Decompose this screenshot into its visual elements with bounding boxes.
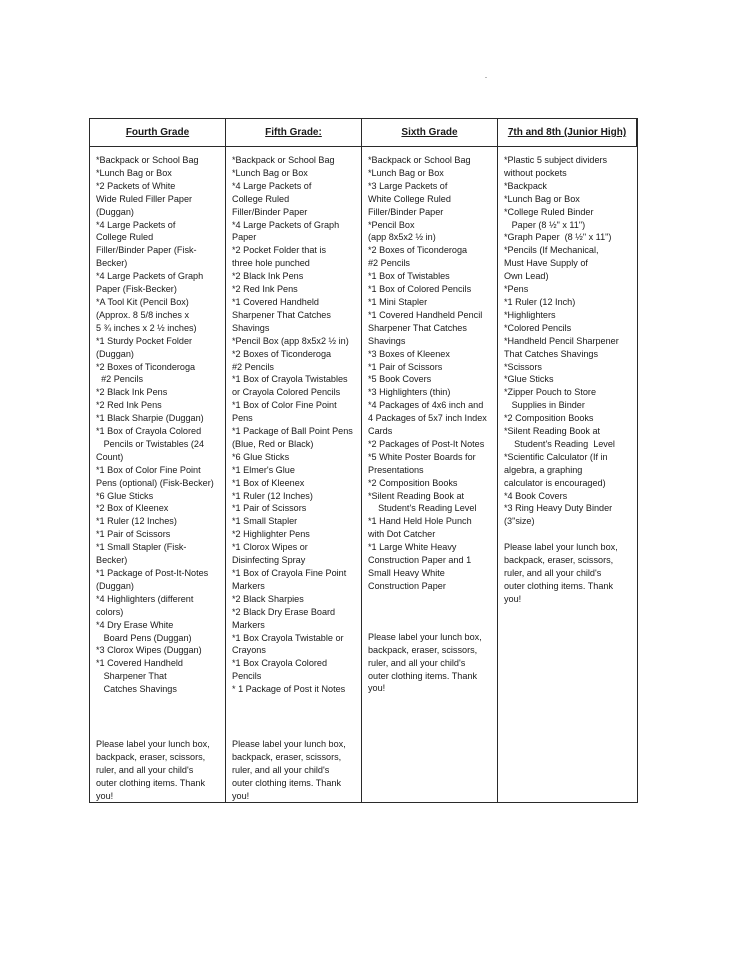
supply-item: *1 Small Stapler	[232, 516, 298, 527]
supply-item: *Pens	[504, 284, 529, 295]
header-fifth-grade: Fifth Grade:	[226, 119, 362, 147]
supply-item: *2 Packages of Post-It Notes	[368, 438, 485, 449]
supply-item: *1 Large White Heavy Construction Paper and 1 Small Heavy White Construction Paper	[368, 542, 472, 591]
supply-item: *1 Black Sharpie (Duggan)	[96, 413, 204, 424]
supply-item: *Lunch Bag or Box	[232, 167, 308, 178]
supply-item: *6 Glue Sticks	[232, 451, 290, 462]
supply-item: *4 Packages of 4x6 inch and 4 Packages of 5x7 inch Index Cards	[368, 400, 487, 437]
supply-item: *1 Ruler (12 Inches)	[96, 516, 177, 527]
supply-item: *1 Pair of Scissors	[368, 361, 443, 372]
supply-item: *1 Box of Color Fine Point Pens (optional) (Fisk-Becker)	[96, 464, 214, 488]
supply-item: *2 Pocket Folder that is three hole punched	[232, 245, 327, 269]
supply-item: *2 Black Ink Pens	[232, 271, 304, 282]
supply-item: *1 Box of Kleenex	[232, 477, 305, 488]
supply-item: *1 Box of Crayola Colored Pencils or Twistables (24 Count)	[96, 426, 205, 462]
supply-item: * 1 Package of Post it Notes	[232, 684, 346, 695]
header-sixth-grade: Sixth Grade	[362, 119, 498, 147]
supply-item: *Colored Pencils	[504, 322, 572, 333]
supply-item: *2 Highlighter Pens	[232, 529, 310, 540]
supply-item: *4 Large Packets of Graph Paper (Fisk-Becker)	[96, 271, 204, 295]
supply-item: *4 Large Packets of College Ruled Filler/Binder Paper	[232, 180, 312, 217]
supply-item: *1 Package of Post-It-Notes (Duggan)	[96, 568, 209, 591]
supply-item: *2 Composition Books	[504, 413, 594, 424]
supply-item: *6 Glue Sticks	[96, 490, 154, 501]
supply-item: *Backpack or School Bag	[96, 155, 199, 165]
supply-item: *1 Box Crayola Twistable or Crayons	[232, 632, 344, 656]
supply-item: *Plastic 5 subject dividers without pockets	[504, 155, 608, 178]
supply-item: *1 Box of Color Fine Point Pens	[232, 400, 337, 424]
supply-item: *Pencil Box (app 8x5x2 ½ in)	[368, 219, 436, 243]
supply-item: *1 Hand Held Hole Punch with Dot Catcher	[368, 516, 472, 540]
supply-item: *1 Box of Colored Pencils	[368, 284, 472, 295]
supply-item: *1 Covered Handheld Pencil Sharpener That Catches Shavings	[368, 309, 483, 346]
supply-item: *2 Red Ink Pens	[232, 284, 298, 295]
supply-item: *College Ruled Binder Paper (8 ½" x 11")	[504, 206, 594, 230]
supply-item: *2 Composition Books	[368, 477, 458, 488]
supply-item: *2 Boxes of Ticonderoga #2 Pencils	[368, 245, 468, 269]
column-spacer	[96, 696, 221, 738]
supply-item: *3 Ring Heavy Duty Binder (3"size)	[504, 503, 613, 527]
supply-item: *Backpack or School Bag	[368, 155, 471, 165]
header-fourth-grade: Fourth Grade	[90, 119, 226, 147]
supply-item: *Highlighters	[504, 309, 556, 320]
supply-item: *1 Ruler (12 Inch)	[504, 296, 576, 307]
supply-item: *3 Clorox Wipes (Duggan)	[96, 645, 202, 656]
supply-item: *Pencil Box (app 8x5x2 ½ in)	[232, 335, 349, 346]
supply-item: *4 Dry Erase White Board Pens (Duggan)	[96, 619, 192, 643]
supply-item: *1 Box Crayola Colored Pencils	[232, 658, 328, 682]
supply-item: *1 Pair of Scissors	[232, 503, 307, 514]
column-spacer	[504, 528, 633, 541]
supply-item: *1 Clorox Wipes or Disinfecting Spray	[232, 542, 308, 566]
supply-item: *4 Large Packets of Graph Paper	[232, 219, 340, 243]
supply-item: *2 Black Sharpies	[232, 593, 304, 604]
supply-item: *Graph Paper (8 ½" x 11")	[504, 232, 612, 243]
school-supply-table	[89, 118, 638, 803]
supply-item: *Lunch Bag or Box	[96, 167, 172, 178]
supply-item: *Glue Sticks	[504, 374, 554, 385]
supply-item: *2 Box of Kleenex	[96, 503, 169, 514]
supply-item: *2 Black Dry Erase Board Markers	[232, 606, 336, 630]
supply-item: *Backpack	[504, 180, 547, 191]
supply-item: *Lunch Bag or Box	[368, 167, 444, 178]
supply-item: *5 Book Covers	[368, 374, 432, 385]
supply-item: *4 Book Covers	[504, 490, 568, 501]
supply-item: *Lunch Bag or Box	[504, 193, 580, 204]
supply-item: *1 Elmer's Glue	[232, 464, 295, 475]
supply-item: *2 Packets of White Wide Ruled Filler Paper (Duggan)	[96, 180, 193, 217]
supply-item: *4 Large Packets of College Ruled Filler/Binder Paper (Fisk- Becker)	[96, 219, 197, 269]
supply-item: *2 Red Ink Pens	[96, 400, 162, 411]
supply-item: *Backpack or School Bag	[232, 155, 335, 165]
label-reminder-note: Please label your lunch box, backpack, eraser, scissors, ruler, and all your child's outer clothing items. Thank you!	[232, 739, 346, 801]
supply-item: *1 Box of Crayola Fine Point Markers	[232, 568, 347, 591]
label-reminder-note: Please label your lunch box, backpack, eraser, scissors, ruler, and all your child's outer clothing items. Thank you!	[504, 542, 618, 604]
column-junior-high	[498, 147, 637, 802]
label-reminder-note: Please label your lunch box, backpack, eraser, scissors, ruler, and all your child's outer clothing items. Thank you!	[368, 631, 482, 694]
supply-item: *Silent Reading Book at Student's Reading Level	[504, 426, 615, 449]
supply-item: *1 Box of Crayola Twistables or Crayola Colored Pencils	[232, 374, 348, 398]
header-junior-high: 7th and 8th (Junior High)	[498, 119, 637, 147]
supply-item: *2 Black Ink Pens	[96, 387, 168, 398]
supply-item: *Scientific Calculator (If in algebra, a graphing calculator is encouraged)	[504, 451, 608, 488]
supply-item: *Handheld Pencil Sharpener That Catches Shavings	[504, 335, 619, 359]
supply-item: *3 Highlighters (thin)	[368, 387, 451, 398]
supply-item: *1 Mini Stapler	[368, 296, 428, 307]
column-fifth-grade	[226, 147, 362, 802]
supply-item: *1 Ruler (12 Inches)	[232, 490, 313, 501]
supply-item: *Scissors	[504, 361, 542, 372]
supply-item: *Zipper Pouch to Store Supplies in Binder	[504, 387, 596, 411]
column-sixth-grade	[362, 147, 498, 802]
supply-item: *Silent Reading Book at Student's Reading Level	[368, 490, 477, 514]
supply-item: *1 Covered Handheld Sharpener That Catches Shavings	[96, 658, 183, 695]
column-fourth-grade	[90, 147, 226, 802]
scan-speck	[485, 77, 487, 78]
supply-item: *5 White Poster Boards for Presentations	[368, 451, 476, 475]
supply-item: *1 Pair of Scissors	[96, 529, 171, 540]
supply-item: *1 Covered Handheld Sharpener That Catches Shavings	[232, 296, 331, 333]
supply-item: *1 Sturdy Pocket Folder (Duggan)	[96, 335, 193, 359]
supply-item: *4 Highlighters (different colors)	[96, 593, 194, 617]
supply-item: *3 Large Packets of White College Ruled Filler/Binder Paper	[368, 180, 451, 217]
supply-item: *A Tool Kit (Pencil Box) (Approx. 8 5/8 inches x 5 ¾ inches x 2 ½ inches)	[96, 296, 197, 333]
supply-item: *2 Boxes of Ticonderoga #2 Pencils	[232, 348, 332, 372]
supply-item: *1 Box of Twistables	[368, 271, 450, 282]
supply-item: *1 Small Stapler (Fisk- Becker)	[96, 542, 187, 566]
supply-item: *2 Boxes of Ticonderoga #2 Pencils	[96, 361, 196, 385]
supply-item: *Pencils (If Mechanical, Must Have Supply of Own Lead)	[504, 245, 599, 282]
column-spacer	[232, 696, 357, 738]
supply-item: *3 Boxes of Kleenex	[368, 348, 450, 359]
column-spacer	[368, 593, 493, 631]
label-reminder-note: Please label your lunch box, backpack, eraser, scissors, ruler, and all your child's outer clothing items. Thank you!	[96, 739, 210, 801]
supply-item: *1 Package of Ball Point Pens (Blue, Red or Black)	[232, 426, 353, 449]
